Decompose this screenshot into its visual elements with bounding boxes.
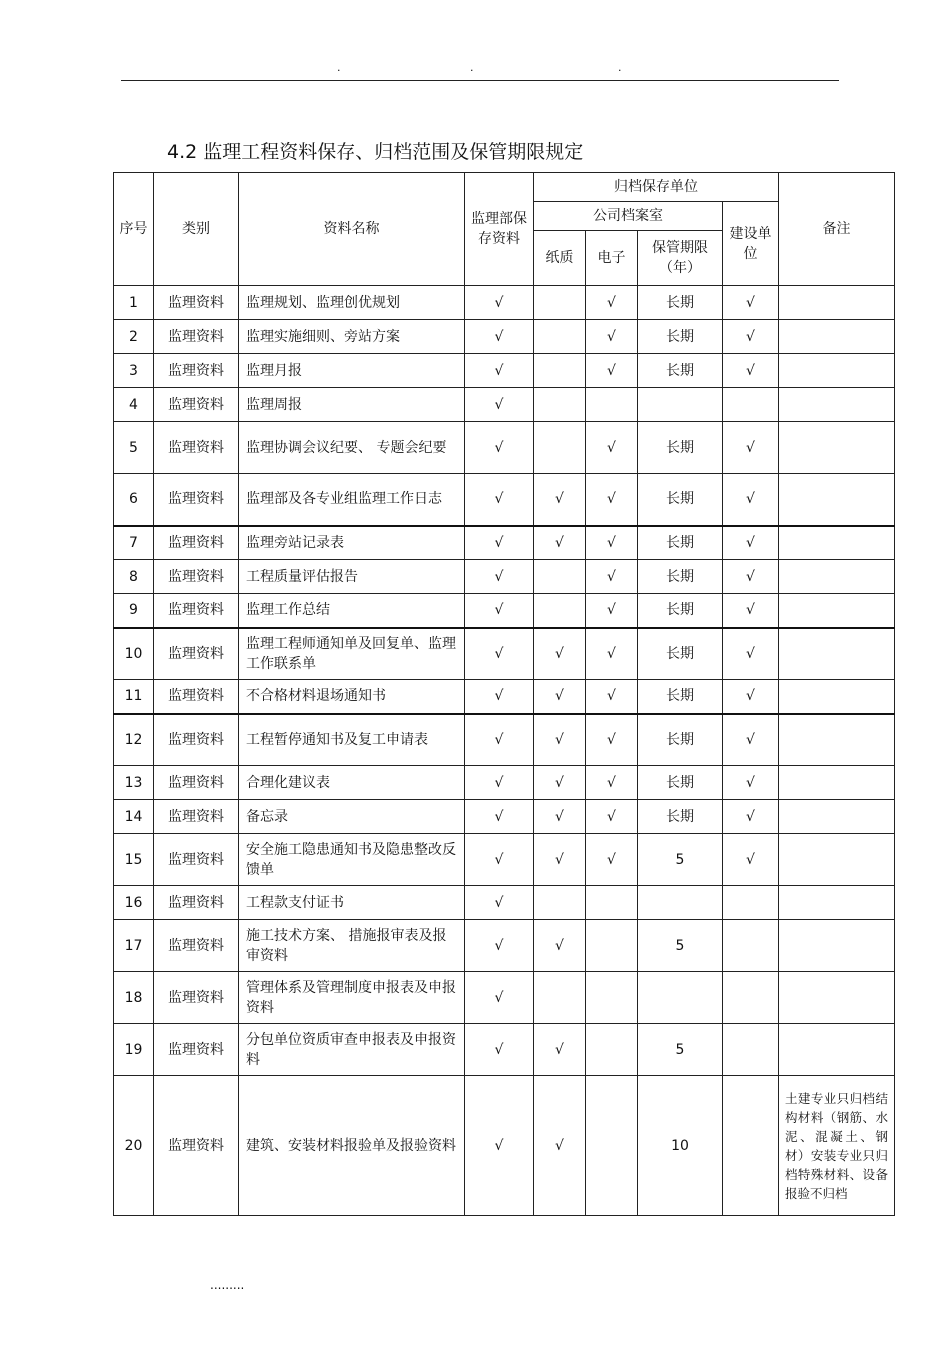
cell-remarks (779, 680, 895, 714)
cell-supervisor-keep: √ (465, 526, 534, 560)
cell-paper (534, 560, 586, 594)
cell-category: 监理资料 (154, 560, 239, 594)
cell-name: 监理周报 (239, 388, 465, 422)
table-row (114, 834, 895, 886)
cell-category: 监理资料 (154, 972, 239, 1024)
cell-remarks (779, 972, 895, 1024)
cell-supervisor-keep: √ (465, 474, 534, 526)
cell-paper: √ (534, 714, 586, 766)
cell-seq: 1 (114, 286, 154, 320)
cell-electronic: √ (586, 594, 638, 628)
cell-owner-unit: √ (723, 766, 779, 800)
cell-paper (534, 286, 586, 320)
cell-remarks (779, 800, 895, 834)
cell-seq: 8 (114, 560, 154, 594)
cell-paper (534, 886, 586, 920)
cell-retention: 长期 (638, 560, 723, 594)
cell-electronic (586, 920, 638, 972)
cell-remarks (779, 920, 895, 972)
cell-name: 监理月报 (239, 354, 465, 388)
cell-electronic: √ (586, 628, 638, 680)
cell-remarks (779, 286, 895, 320)
cell-owner-unit: √ (723, 320, 779, 354)
cell-category: 监理资料 (154, 354, 239, 388)
cell-electronic (586, 1024, 638, 1076)
header-paper: 纸质 (534, 231, 586, 286)
cell-name: 工程质量评估报告 (239, 560, 465, 594)
cell-remarks (779, 388, 895, 422)
cell-retention (638, 388, 723, 422)
cell-seq: 11 (114, 680, 154, 714)
cell-category: 监理资料 (154, 628, 239, 680)
cell-remarks (779, 594, 895, 628)
cell-owner-unit: √ (723, 594, 779, 628)
header-retention: 保管期限（年） (638, 231, 723, 286)
cell-seq: 4 (114, 388, 154, 422)
cell-retention (638, 886, 723, 920)
cell-retention: 5 (638, 920, 723, 972)
cell-remarks (779, 628, 895, 680)
cell-category: 监理资料 (154, 680, 239, 714)
cell-category: 监理资料 (154, 422, 239, 474)
cell-category: 监理资料 (154, 800, 239, 834)
cell-paper: √ (534, 834, 586, 886)
cell-seq: 15 (114, 834, 154, 886)
cell-remarks (779, 834, 895, 886)
cell-electronic (586, 1076, 638, 1216)
cell-name: 合理化建议表 (239, 766, 465, 800)
header-remarks: 备注 (779, 173, 895, 286)
cell-supervisor-keep: √ (465, 422, 534, 474)
cell-name: 工程款支付证书 (239, 886, 465, 920)
cell-supervisor-keep: √ (465, 560, 534, 594)
cell-remarks (779, 1024, 895, 1076)
cell-supervisor-keep: √ (465, 920, 534, 972)
cell-seq: 6 (114, 474, 154, 526)
cell-remarks (779, 766, 895, 800)
records-table (113, 172, 895, 1216)
cell-owner-unit (723, 388, 779, 422)
header-dot: . (337, 61, 341, 74)
cell-retention: 长期 (638, 628, 723, 680)
table-row (114, 972, 895, 1024)
cell-name: 监理旁站记录表 (239, 526, 465, 560)
cell-remarks (779, 320, 895, 354)
cell-owner-unit: √ (723, 628, 779, 680)
cell-electronic: √ (586, 800, 638, 834)
cell-name: 监理规划、监理创优规划 (239, 286, 465, 320)
cell-supervisor-keep: √ (465, 320, 534, 354)
cell-name: 分包单位资质审查申报表及申报资料 (239, 1024, 465, 1076)
cell-seq: 19 (114, 1024, 154, 1076)
cell-owner-unit: √ (723, 680, 779, 714)
cell-name: 安全施工隐患通知书及隐患整改反馈单 (239, 834, 465, 886)
cell-retention: 5 (638, 834, 723, 886)
cell-retention (638, 972, 723, 1024)
cell-owner-unit (723, 1076, 779, 1216)
cell-retention: 长期 (638, 800, 723, 834)
cell-owner-unit: √ (723, 286, 779, 320)
table-row (114, 920, 895, 972)
table-row (114, 286, 895, 320)
cell-remarks: 土建专业只归档结构材料（钢筋、水泥、混凝土、钢材）安装专业只归档特殊材料、设备报验不归档 (779, 1076, 895, 1216)
cell-retention: 长期 (638, 422, 723, 474)
header-seq: 序号 (114, 173, 154, 286)
cell-owner-unit: √ (723, 714, 779, 766)
cell-seq: 5 (114, 422, 154, 474)
cell-retention: 长期 (638, 714, 723, 766)
table-row (114, 886, 895, 920)
cell-category: 监理资料 (154, 1076, 239, 1216)
cell-category: 监理资料 (154, 526, 239, 560)
header-dot: . (618, 61, 622, 74)
cell-remarks (779, 526, 895, 560)
cell-supervisor-keep: √ (465, 388, 534, 422)
cell-supervisor-keep: √ (465, 972, 534, 1024)
page-footer-dots: ......... (210, 1278, 245, 1292)
cell-supervisor-keep: √ (465, 628, 534, 680)
cell-category: 监理资料 (154, 714, 239, 766)
cell-electronic: √ (586, 714, 638, 766)
cell-name: 管理体系及管理制度申报表及申报资料 (239, 972, 465, 1024)
cell-category: 监理资料 (154, 594, 239, 628)
cell-retention: 长期 (638, 354, 723, 388)
cell-name: 备忘录 (239, 800, 465, 834)
cell-category: 监理资料 (154, 286, 239, 320)
cell-name: 监理部及各专业组监理工作日志 (239, 474, 465, 526)
cell-paper (534, 388, 586, 422)
document-title: 4.2 监理工程资料保存、归档范围及保管期限规定 (167, 141, 584, 163)
cell-seq: 2 (114, 320, 154, 354)
cell-electronic (586, 388, 638, 422)
cell-name: 建筑、安装材料报验单及报验资料 (239, 1076, 465, 1216)
cell-owner-unit (723, 886, 779, 920)
table-row (114, 422, 895, 474)
cell-retention: 10 (638, 1076, 723, 1216)
cell-owner-unit: √ (723, 560, 779, 594)
cell-remarks (779, 474, 895, 526)
cell-name: 监理实施细则、旁站方案 (239, 320, 465, 354)
table-row (114, 800, 895, 834)
cell-seq: 13 (114, 766, 154, 800)
table-row (114, 1076, 895, 1216)
cell-retention: 长期 (638, 286, 723, 320)
cell-name: 监理工程师通知单及回复单、监理工作联系单 (239, 628, 465, 680)
cell-owner-unit (723, 1024, 779, 1076)
cell-electronic: √ (586, 766, 638, 800)
table-row (114, 680, 895, 714)
cell-remarks (779, 886, 895, 920)
cell-supervisor-keep: √ (465, 886, 534, 920)
cell-category: 监理资料 (154, 920, 239, 972)
cell-paper: √ (534, 1024, 586, 1076)
cell-seq: 10 (114, 628, 154, 680)
cell-retention: 长期 (638, 320, 723, 354)
cell-paper (534, 354, 586, 388)
cell-seq: 14 (114, 800, 154, 834)
cell-electronic: √ (586, 354, 638, 388)
cell-seq: 9 (114, 594, 154, 628)
cell-electronic: √ (586, 560, 638, 594)
cell-paper: √ (534, 920, 586, 972)
table-row (114, 1024, 895, 1076)
header-category: 类别 (154, 173, 239, 286)
cell-paper (534, 594, 586, 628)
cell-remarks (779, 560, 895, 594)
cell-electronic: √ (586, 526, 638, 560)
cell-name: 监理协调会议纪要、 专题会纪要 (239, 422, 465, 474)
table-row (114, 560, 895, 594)
cell-category: 监理资料 (154, 834, 239, 886)
cell-owner-unit: √ (723, 800, 779, 834)
cell-paper: √ (534, 474, 586, 526)
header-electronic: 电子 (586, 231, 638, 286)
table-row (114, 388, 895, 422)
cell-retention: 长期 (638, 766, 723, 800)
cell-paper: √ (534, 1076, 586, 1216)
cell-seq: 17 (114, 920, 154, 972)
cell-electronic: √ (586, 320, 638, 354)
cell-owner-unit: √ (723, 834, 779, 886)
table-row (114, 320, 895, 354)
cell-seq: 7 (114, 526, 154, 560)
table-row (114, 714, 895, 766)
cell-category: 监理资料 (154, 388, 239, 422)
cell-paper (534, 320, 586, 354)
cell-electronic: √ (586, 680, 638, 714)
cell-owner-unit (723, 972, 779, 1024)
cell-supervisor-keep: √ (465, 1024, 534, 1076)
cell-paper: √ (534, 628, 586, 680)
cell-paper: √ (534, 800, 586, 834)
cell-electronic: √ (586, 474, 638, 526)
cell-paper: √ (534, 680, 586, 714)
cell-supervisor-keep: √ (465, 354, 534, 388)
cell-supervisor-keep: √ (465, 286, 534, 320)
cell-owner-unit: √ (723, 526, 779, 560)
cell-electronic: √ (586, 422, 638, 474)
cell-electronic: √ (586, 834, 638, 886)
table-row (114, 594, 895, 628)
table-row (114, 474, 895, 526)
cell-name: 施工技术方案、 措施报审表及报审资料 (239, 920, 465, 972)
table-row (114, 766, 895, 800)
header-owner-unit: 建设单位 (723, 202, 779, 286)
cell-supervisor-keep: √ (465, 834, 534, 886)
cell-retention: 长期 (638, 474, 723, 526)
cell-category: 监理资料 (154, 320, 239, 354)
cell-owner-unit (723, 920, 779, 972)
cell-supervisor-keep: √ (465, 680, 534, 714)
header-name: 资料名称 (239, 173, 465, 286)
cell-name: 工程暂停通知书及复工申请表 (239, 714, 465, 766)
header-supervisor-keep: 监理部保存资料 (465, 173, 534, 286)
cell-remarks (779, 354, 895, 388)
cell-supervisor-keep: √ (465, 714, 534, 766)
cell-supervisor-keep: √ (465, 800, 534, 834)
cell-supervisor-keep: √ (465, 1076, 534, 1216)
cell-paper: √ (534, 766, 586, 800)
cell-retention: 5 (638, 1024, 723, 1076)
cell-supervisor-keep: √ (465, 766, 534, 800)
cell-seq: 12 (114, 714, 154, 766)
cell-remarks (779, 714, 895, 766)
table-row (114, 628, 895, 680)
cell-category: 监理资料 (154, 886, 239, 920)
header-dot: . (470, 61, 474, 74)
cell-category: 监理资料 (154, 1024, 239, 1076)
cell-name: 不合格材料退场通知书 (239, 680, 465, 714)
cell-electronic (586, 886, 638, 920)
cell-seq: 16 (114, 886, 154, 920)
cell-electronic: √ (586, 286, 638, 320)
cell-category: 监理资料 (154, 474, 239, 526)
cell-remarks (779, 422, 895, 474)
cell-owner-unit: √ (723, 422, 779, 474)
header-company-archive: 公司档案室 (534, 202, 723, 231)
cell-paper: √ (534, 526, 586, 560)
cell-owner-unit: √ (723, 474, 779, 526)
cell-name: 监理工作总结 (239, 594, 465, 628)
table-row (114, 526, 895, 560)
cell-paper (534, 972, 586, 1024)
cell-seq: 3 (114, 354, 154, 388)
cell-retention: 长期 (638, 680, 723, 714)
cell-electronic (586, 972, 638, 1024)
page-header-dots (121, 62, 839, 78)
table-row (114, 354, 895, 388)
cell-owner-unit: √ (723, 354, 779, 388)
cell-retention: 长期 (638, 526, 723, 560)
page-header-rule (121, 80, 839, 81)
cell-seq: 18 (114, 972, 154, 1024)
cell-supervisor-keep: √ (465, 594, 534, 628)
cell-paper (534, 422, 586, 474)
cell-seq: 20 (114, 1076, 154, 1216)
cell-retention: 长期 (638, 594, 723, 628)
cell-category: 监理资料 (154, 766, 239, 800)
header-archive-unit: 归档保存单位 (534, 173, 779, 202)
